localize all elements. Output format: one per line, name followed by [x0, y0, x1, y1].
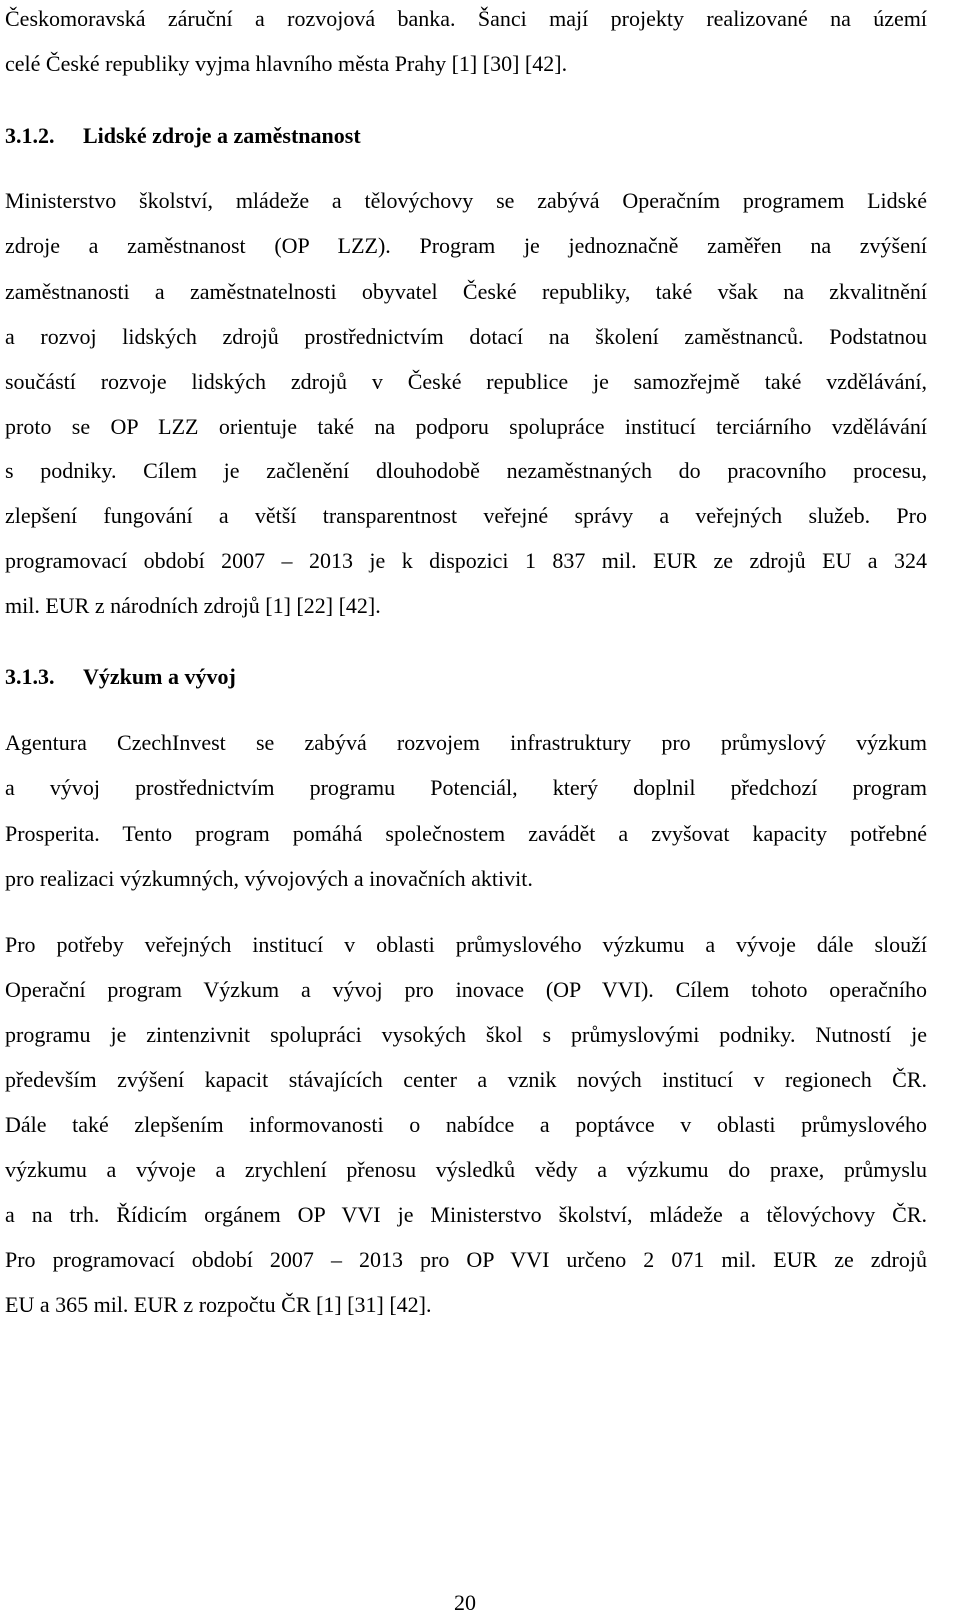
paragraph-line: programovací období 2007 – 2013 je k dispozici 1 837 mil. EUR ze zdrojů EU a 324	[5, 548, 927, 573]
paragraph-line: součástí rozvoje lidských zdrojů v České republice je samozřejmě také vzdělávání,	[5, 369, 927, 394]
section-heading-312	[5, 121, 927, 151]
paragraph-line: Dále také zlepšením informovanosti o nabídce a poptávce v oblasti průmyslového	[5, 1112, 927, 1137]
paragraph-line: a vývoj prostřednictvím programu Potenciál, který doplnil předchozí program	[5, 775, 927, 800]
paragraph-line: Pro programovací období 2007 – 2013 pro OP VVI určeno 2 071 mil. EUR ze zdrojů	[5, 1247, 927, 1272]
paragraph-line: Prosperita. Tento program pomáhá společnostem zavádět a zvyšovat kapacity potřebné	[5, 821, 927, 846]
paragraph-line: zlepšení fungování a větší transparentnost veřejné správy a veřejných služeb. Pro	[5, 503, 927, 528]
section-number: 3.1.3.	[5, 664, 55, 689]
section-title: Výzkum a vývoj	[83, 664, 236, 689]
section-title: Lidské zdroje a zaměstnanost	[83, 123, 361, 148]
paragraph-line: Ministerstvo školství, mládeže a tělovýchovy se zabývá Operačním programem Lidské	[5, 188, 927, 213]
paragraph-line: především zvýšení kapacit stávajících center a vznik nových institucí v regionech ČR.	[5, 1067, 927, 1092]
paragraph-line: proto se OP LZZ orientuje také na podporu spolupráce institucí terciárního vzdělávání	[5, 414, 927, 439]
paragraph-line: celé České republiky vyjma hlavního města Prahy [1] [30] [42].	[5, 51, 568, 76]
paragraph-line: zdroje a zaměstnanost (OP LZZ). Program je jednoznačně zaměřen na zvýšení	[5, 233, 927, 258]
paragraph-line: mil. EUR z národních zdrojů [1] [22] [42].	[5, 593, 381, 618]
section-number: 3.1.2.	[5, 123, 55, 148]
paragraph-line: Českomoravská záruční a rozvojová banka. Šanci mají projekty realizované na území	[5, 6, 927, 31]
paragraph-line: výzkumu a vývoje a zrychlení přenosu výsledků vědy a výzkumu do praxe, průmyslu	[5, 1157, 927, 1182]
paragraph-line: Pro potřeby veřejných institucí v oblasti průmyslového výzkumu a vývoje dále slouží	[5, 932, 927, 957]
paragraph-line: zaměstnanosti a zaměstnatelnosti obyvatel České republiky, také však na zkvalitnění	[5, 279, 927, 304]
paragraph-line: Agentura CzechInvest se zabývá rozvojem infrastruktury pro průmyslový výzkum	[5, 730, 927, 755]
section-heading-313	[5, 662, 927, 692]
paragraph-line: pro realizaci výzkumných, vývojových a inovačních aktivit.	[5, 866, 533, 891]
page-number: 20	[454, 1590, 476, 1615]
paragraph-line: a rozvoj lidských zdrojů prostřednictvím dotací na školení zaměstnanců. Podstatnou	[5, 324, 927, 349]
paragraph-line: s podniky. Cílem je začlenění dlouhodobě nezaměstnaných do pracovního procesu,	[5, 458, 927, 483]
paragraph-line: a na trh. Řídicím orgánem OP VVI je Ministerstvo školství, mládeže a tělovýchovy ČR.	[5, 1202, 927, 1227]
paragraph-line: programu je zintenzivnit spolupráci vysokých škol s průmyslovými podniky. Nutností je	[5, 1022, 927, 1047]
paragraph-line: EU a 365 mil. EUR z rozpočtu ČR [1] [31] [42].	[5, 1292, 432, 1317]
paragraph-line: Operační program Výzkum a vývoj pro inovace (OP VVI). Cílem tohoto operačního	[5, 977, 927, 1002]
